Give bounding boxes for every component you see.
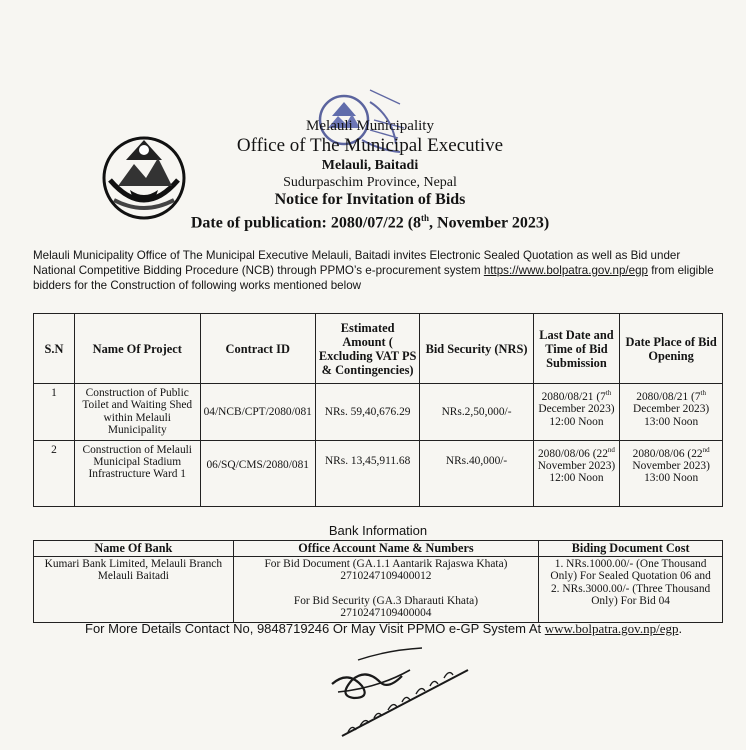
notice-title: Notice for Invitation of Bids: [274, 191, 466, 208]
account-doc-number: 2710247109400012: [340, 570, 432, 583]
cost-item: 2. NRs.3000.00/- (Three Thousand Only) For Bid 04: [550, 582, 711, 608]
egp-link[interactable]: https://www.bolpatra.gov.np/egp: [483, 264, 648, 277]
bank-header-row: [34, 541, 723, 557]
header-security: Bid Security (NRS): [420, 314, 533, 384]
footer-contact: For More Details Contact No, 9848719246 Or May Visit PPMO e-GP System At www.bolpatra.gov.np/egp.: [85, 621, 683, 636]
cell-opening: 2080/08/06 (22nd November 2023) 13:00 Noon: [620, 440, 723, 506]
cell-amount: NRs. 59,40,676.29: [315, 384, 420, 441]
bank-header-account: Office Account Name & Numbers: [233, 541, 539, 557]
bank-info-title: Bank Information: [328, 523, 428, 538]
header: [190, 118, 550, 232]
signature-icon: [318, 640, 478, 745]
cell-sn: 2: [34, 440, 75, 506]
cell-last-date: 2080/08/06 (22nd November 2023) 12:00 Noon: [533, 440, 620, 506]
footer-link[interactable]: www.bolpatra.gov.np/egp: [544, 621, 679, 636]
bank-name: Kumari Bank Limited, Melauli Branch Melauli Baitadi: [34, 557, 234, 623]
cell-amount: NRs. 13,45,911.68: [315, 440, 420, 506]
publication-date: Date of publication: 2080/07/22 (8th, November 2023): [190, 213, 550, 232]
cell-security: NRs.2,50,000/-: [420, 384, 533, 441]
header-project: Name Of Project: [74, 314, 200, 384]
bank-header-cost: Biding Document Cost: [539, 541, 723, 557]
bank-cost: [539, 557, 723, 623]
table-row: [34, 384, 723, 441]
cell-last-date: 2080/08/21 (7th December 2023) 12:00 Noon: [533, 384, 620, 441]
header-amount: Estimated Amount ( Excluding VAT PS & Contingencies): [315, 314, 420, 384]
cell-project: Construction of Melauli Municipal Stadium Infrastructure Ward 1: [74, 440, 200, 506]
cell-sn: 1: [34, 384, 75, 441]
cell-opening: 2080/08/21 (7th December 2023) 13:00 Noon: [620, 384, 723, 441]
account-sec-number: 2710247109400004: [340, 607, 432, 620]
cell-contract: 04/NCB/CPT/2080/081: [200, 384, 315, 441]
header-last-date: Last Date and Time of Bid Submission: [533, 314, 620, 384]
bank-row: [34, 557, 723, 623]
office-name: Office of The Municipal Executive: [236, 135, 504, 156]
header-sn: S.N: [34, 314, 75, 384]
cell-project: Construction of Public Toilet and Waiting Shed within Melauli Municipality: [74, 384, 200, 441]
bank-table: [33, 540, 723, 623]
bank-accounts: [233, 557, 539, 623]
province-name: Sudurpaschim Province, Nepal: [283, 175, 457, 190]
office-location: Melauli, Baitadi: [321, 158, 419, 173]
account-doc-label: For Bid Document (GA.1.1 Aantarik Rajaswa Khata): [264, 558, 508, 570]
bank-header-name: Name Of Bank: [34, 541, 234, 557]
table-header-row: [34, 314, 723, 384]
cell-security: NRs.40,000/-: [420, 440, 533, 506]
bids-table: [33, 313, 723, 507]
cell-contract: 06/SQ/CMS/2080/081: [200, 440, 315, 506]
header-opening: Date Place of Bid Opening: [620, 314, 723, 384]
table-row: [34, 440, 723, 506]
header-contract: Contract ID: [200, 314, 315, 384]
intro-paragraph: Melauli Municipality Office of The Municipal Executive Melauli, Baitadi invites Electronic Sealed Quotation as well as Bid under National Competitive Bidding Procedure (NCB) through PPMO’s e-procurement system https://www.bolpatra.gov.np/egp from eligible bidders for the Construction of following works mentioned below: [33, 249, 714, 292]
account-sec-label: For Bid Security (GA.3 Dharauti Khata): [293, 594, 478, 607]
municipality-name: Melauli Municipality: [306, 118, 434, 134]
nepal-emblem-icon: [96, 130, 192, 222]
cost-item: 1. NRs.1000.00/- (One Thousand Only) For Sealed Quotation 06 and: [550, 558, 711, 583]
